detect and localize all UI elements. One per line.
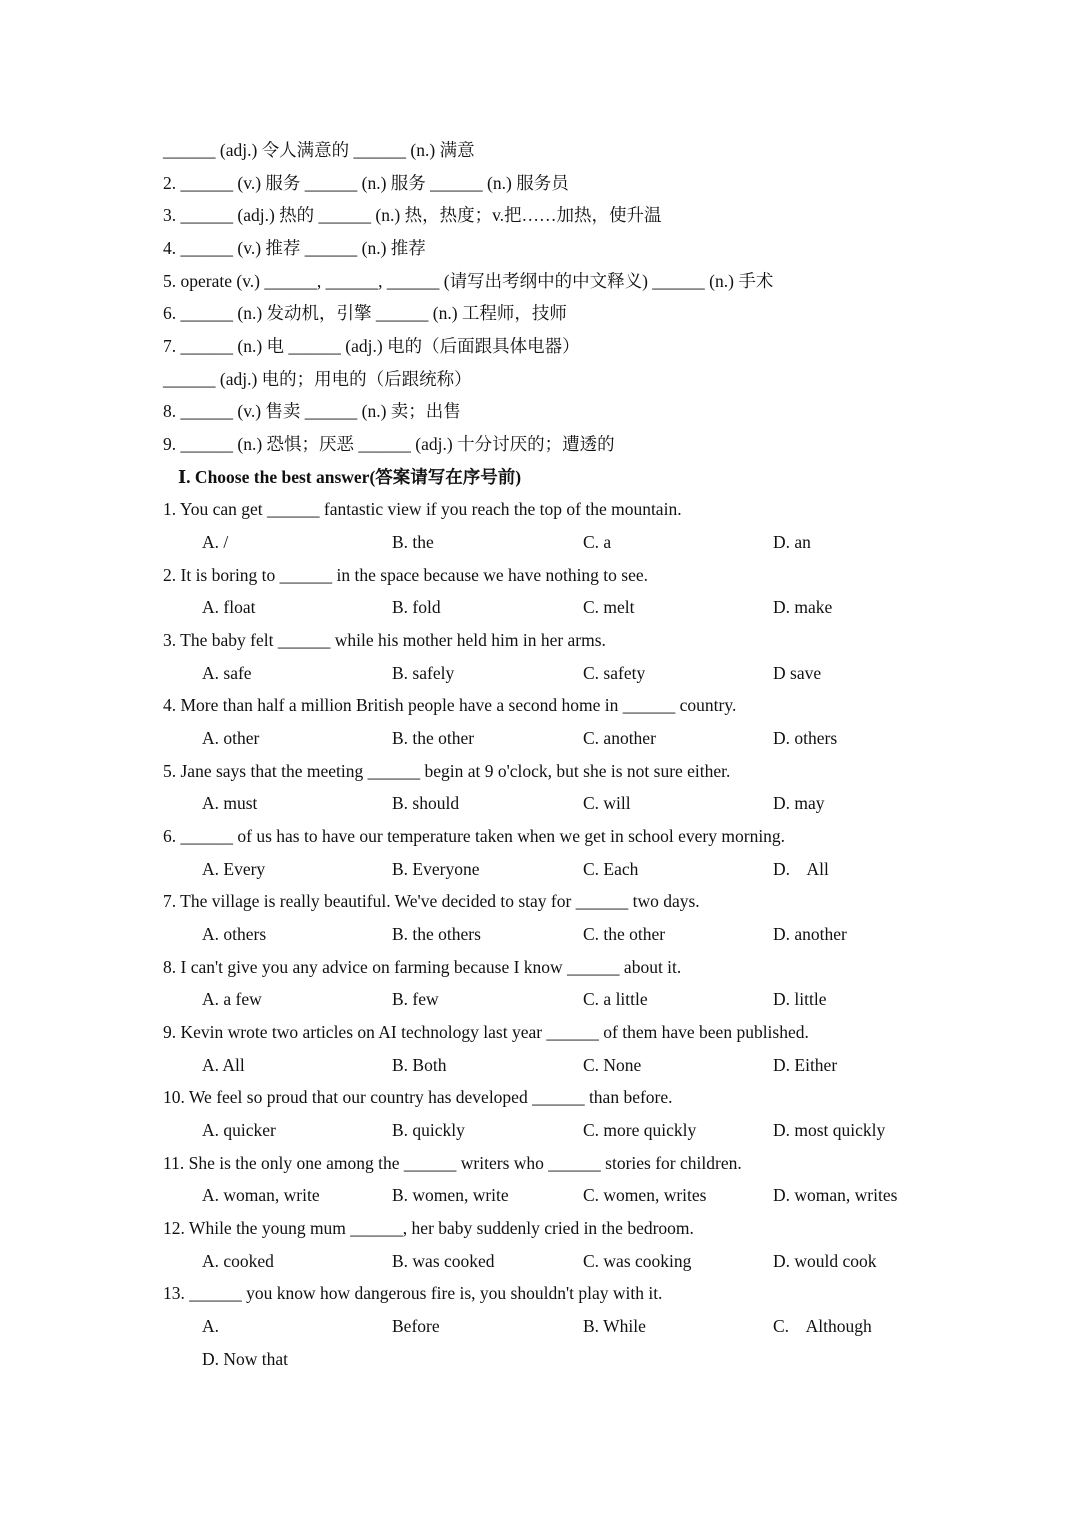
question-text: 9. Kevin wrote two articles on AI technology last year ______ of them have been published. xyxy=(163,1022,809,1042)
option-c: C. another xyxy=(583,728,656,748)
options-row xyxy=(0,657,1080,689)
option-c: C. more quickly xyxy=(583,1120,697,1140)
option-a: A. cooked xyxy=(202,1251,274,1271)
options-row xyxy=(0,591,1080,623)
question-text: 7. The village is really beautiful. We've decided to stay for ______ two days. xyxy=(163,891,700,911)
option-d: D. All xyxy=(773,859,829,879)
question-text: 10. We feel so proud that our country has developed ______ than before. xyxy=(163,1087,673,1107)
option-c: C. a xyxy=(583,532,612,552)
option-d: D. others xyxy=(773,728,838,748)
vocab-line: 9. ______ (n.) 恐惧；厌恶 ______ (adj.) 十分讨厌的；遭透的 xyxy=(163,434,615,454)
option-b: B. fold xyxy=(392,597,441,617)
option-a: A. quicker xyxy=(202,1120,276,1140)
option-a: A. other xyxy=(202,728,260,748)
option-a: A. woman, write xyxy=(202,1185,320,1205)
option-d: D. an xyxy=(773,532,811,552)
option-b: B. women, write xyxy=(392,1185,509,1205)
option-d: D. make xyxy=(773,597,833,617)
vocab-line: 5. operate (v.) ______, ______, ______ (请写出考纲中的中文释义) ______ (n.) 手术 xyxy=(163,271,774,291)
options-row xyxy=(0,1049,1080,1081)
options-row xyxy=(0,1114,1080,1146)
option-c: C. Each xyxy=(583,859,639,879)
option-c: C. a little xyxy=(583,989,648,1009)
option-b: B. few xyxy=(392,989,439,1009)
question-text: 8. I can't give you any advice on farming because I know ______ about it. xyxy=(163,957,682,977)
option-b: B. the others xyxy=(392,924,481,944)
question-text: 6. ______ of us has to have our temperature taken when we get in school every morning. xyxy=(163,826,786,846)
option-b: B. Both xyxy=(392,1055,447,1075)
option-c: C. None xyxy=(583,1055,642,1075)
option-b: B. the xyxy=(392,532,434,552)
option-d: D. Now that xyxy=(202,1349,289,1369)
option-c: C. Although xyxy=(773,1316,872,1336)
options-row xyxy=(0,787,1080,819)
option-c: C. safety xyxy=(583,663,646,683)
question-text: 2. It is boring to ______ in the space because we have nothing to see. xyxy=(163,565,649,585)
question-text: 5. Jane says that the meeting ______ begin at 9 o'clock, but she is not sure either. xyxy=(163,761,731,781)
option-a: A. / xyxy=(202,532,229,552)
option-d: D. would cook xyxy=(773,1251,877,1271)
options-row xyxy=(0,918,1080,950)
option-a: A. must xyxy=(202,793,258,813)
options-row xyxy=(0,1343,1080,1375)
option-a: A. Every xyxy=(202,859,266,879)
option-d: D. woman, writes xyxy=(773,1185,898,1205)
option-b: B. the other xyxy=(392,728,475,748)
option-c: C. was cooking xyxy=(583,1251,692,1271)
option-b: B. should xyxy=(392,793,460,813)
vocab-line: 8. ______ (v.) 售卖 ______ (n.) 卖；出售 xyxy=(163,401,461,421)
vocab-line: 6. ______ (n.) 发动机，引擎 ______ (n.) 工程师，技师 xyxy=(163,303,567,323)
options-row xyxy=(0,1245,1080,1277)
option-d: D save xyxy=(773,663,822,683)
options-row xyxy=(0,1179,1080,1211)
option-a: A. others xyxy=(202,924,267,944)
question-text: 3. The baby felt ______ while his mother held him in her arms. xyxy=(163,630,606,650)
option-b: B. While xyxy=(583,1316,646,1336)
options-row xyxy=(0,983,1080,1015)
option-c: C. women, writes xyxy=(583,1185,707,1205)
question-text: 1. You can get ______ fantastic view if you reach the top of the mountain. xyxy=(163,499,682,519)
option-b: B. was cooked xyxy=(392,1251,495,1271)
option-a: A. safe xyxy=(202,663,252,683)
section-title: Ⅰ. Choose the best answer(答案请写在序号前) xyxy=(178,467,522,487)
option-d: D. little xyxy=(773,989,827,1009)
option-c: C. the other xyxy=(583,924,666,944)
vocab-line: ______ (adj.) 电的；用电的（后跟统称） xyxy=(163,369,472,389)
question-text: 13. ______ you know how dangerous fire is, you shouldn't play with it. xyxy=(163,1283,663,1303)
vocab-line: 7. ______ (n.) 电 ______ (adj.) 电的（后面跟具体电器） xyxy=(163,336,580,356)
options-row xyxy=(0,1310,1080,1342)
option-d: D. Either xyxy=(773,1055,838,1075)
vocab-line: 4. ______ (v.) 推荐 ______ (n.) 推荐 xyxy=(163,238,426,258)
vocab-line: ______ (adj.) 令人满意的 ______ (n.) 满意 xyxy=(163,140,475,160)
option-b: B. safely xyxy=(392,663,455,683)
option-d: D. may xyxy=(773,793,825,813)
question-text: 11. She is the only one among the ______ writers who ______ stories for children. xyxy=(163,1153,742,1173)
option-c: C. will xyxy=(583,793,631,813)
option-a: A. a few xyxy=(202,989,262,1009)
option-d: D. most quickly xyxy=(773,1120,886,1140)
question-text: 4. More than half a million British people have a second home in ______ country. xyxy=(163,695,737,715)
options-row xyxy=(0,526,1080,558)
option-a: A. float xyxy=(202,597,256,617)
option-b: B. quickly xyxy=(392,1120,465,1140)
options-row xyxy=(0,722,1080,754)
vocab-line: 3. ______ (adj.) 热的 ______ (n.) 热，热度；v.把……加热，使升温 xyxy=(163,205,662,225)
option-a-text: Before xyxy=(392,1316,440,1336)
options-row xyxy=(0,853,1080,885)
option-a: A. All xyxy=(202,1055,245,1075)
option-a: A. xyxy=(202,1316,220,1336)
question-text: 12. While the young mum ______, her baby suddenly cried in the bedroom. xyxy=(163,1218,694,1238)
option-d: D. another xyxy=(773,924,847,944)
option-c: C. melt xyxy=(583,597,635,617)
option-b: B. Everyone xyxy=(392,859,480,879)
vocab-line: 2. ______ (v.) 服务 ______ (n.) 服务 ______ (n.) 服务员 xyxy=(163,173,569,193)
